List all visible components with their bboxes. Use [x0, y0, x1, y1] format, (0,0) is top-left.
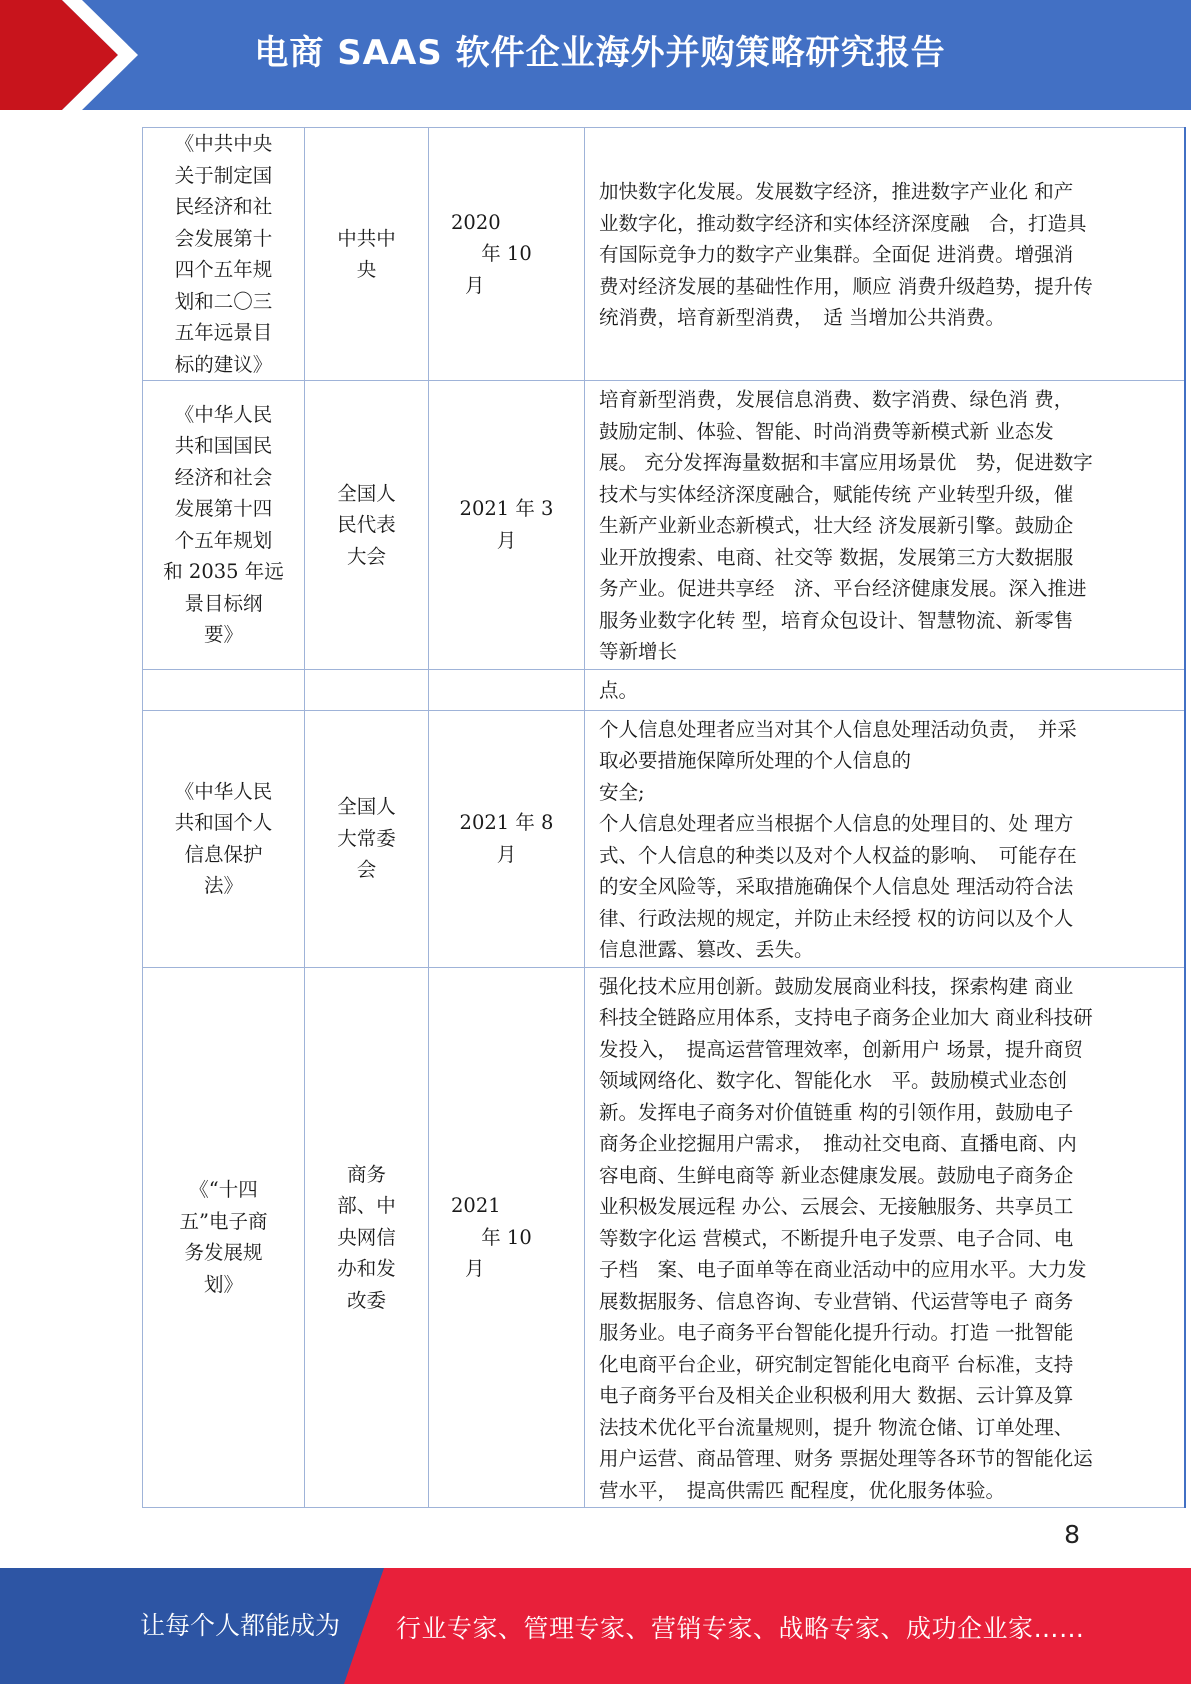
content-line: 费对经济发展的基础性作用，顺应 消费升级趋势，提升传 [599, 274, 1093, 298]
content-line: 个人信息处理者应当对其个人信息处理活动负责， 并采 [599, 717, 1077, 741]
document-name-cell [143, 669, 305, 710]
issuer-line: 央 [356, 258, 377, 281]
issuer-line: 央网信 [337, 1225, 396, 1249]
document-name-line: 景目标纲 [184, 591, 263, 615]
date-cell [429, 967, 585, 1508]
content-line: 个人信息处理者应当根据个人信息的处理目的、处 理方 [599, 812, 1074, 835]
date-line: 月 [465, 1257, 485, 1280]
issuer-line: 商务 [346, 1162, 386, 1186]
document-name-line: 个五年规划 [174, 528, 273, 552]
document-name-line: 《中华人民 [174, 779, 273, 803]
issuer-cell [305, 669, 429, 710]
content-line: 电子商务平台及相关企业积极利用大 数据、云计算及算 [599, 1384, 1074, 1407]
content-line: 取必要措施保障所处理的个人信息的 [599, 749, 912, 772]
date-line: 年 10 [481, 1225, 532, 1249]
content-line: 服务业数字化转 型，培育众包设计、智慧物流、新零售 [599, 608, 1074, 632]
document-name-line: 会发展第十 [174, 226, 273, 250]
table-row [143, 128, 1186, 381]
issuer-cell [305, 128, 429, 381]
content-line: 展数据服务、信息咨询、专业营销、代运营等电子 商务 [599, 1289, 1074, 1313]
content-line: 点。 [599, 678, 639, 702]
issuer-line: 改委 [346, 1288, 386, 1312]
document-name-line: 共和国个人 [174, 811, 273, 834]
footer-slogan-right: 行业专家、管理专家、营销专家、战略专家、成功企业家…… [396, 1614, 1085, 1643]
date-line: 月 [496, 528, 517, 552]
content-line: 化电商平台企业，研究制定智能化电商平 台标准，支持 [599, 1352, 1074, 1376]
policy-content-cell [585, 381, 1186, 670]
content-line: 务产业。促进共享经 济、平台经济健康发展。深入推进 [599, 577, 1087, 600]
content-line: 培育新型消费，发展信息消费、数字消费、绿色消 费， [599, 388, 1074, 411]
content-line: 安全; [599, 780, 645, 804]
policy-content-cell [585, 128, 1186, 381]
content-line: 律、行政法规的规定，并防止未经授 权的访问以及个人 [599, 906, 1074, 930]
content-line: 领域网络化、数字化、智能化水 平。鼓励模式业态创 [599, 1069, 1068, 1092]
issuer-cell [305, 967, 429, 1508]
date-line: 年 10 [481, 242, 532, 266]
content-line: 的安全风险等，采取措施确保个人信息处 理活动符合法 [599, 875, 1074, 898]
content-line: 子档 案、电子面单等在商业活动中的应用水平。大力发 [599, 1258, 1087, 1281]
content-line: 技术与实体经济深度融合，赋能传统 产业转型升级，催 [599, 482, 1074, 506]
date-line: 月 [496, 842, 517, 866]
table-row [143, 710, 1186, 967]
report-title: 电商 SAAS 软件企业海外并购策略研究报告 [254, 33, 946, 73]
footer-slogan-left: 让每个人都能成为 [140, 1611, 341, 1640]
content-line: 强化技术应用创新。鼓励发展商业科技，探索构建 商业 [599, 974, 1074, 998]
issuer-cell [305, 381, 429, 670]
content-line: 业积极发展远程 办公、云展会、无接触服务、共享员工 [599, 1195, 1074, 1218]
document-name-line: 五”电子商 [179, 1209, 268, 1233]
date-cell [429, 669, 585, 710]
content-line: 加快数字化发展。发展数字经济，推进数字产业化 和产 [599, 180, 1074, 204]
document-name-line: 关于制定国 [174, 163, 273, 187]
date-line: 2020 [451, 210, 501, 234]
date-line: 月 [465, 273, 485, 297]
content-line: 商务企业挖掘用户需求， 推动社交电商、直播电商、内 [599, 1132, 1077, 1155]
issuer-line: 民代表 [337, 513, 396, 536]
content-line: 法技术优化平台流量规则，提升 物流仓储、订单处理、 [599, 1415, 1074, 1439]
document-name-cell [143, 710, 305, 967]
table-row [143, 967, 1186, 1508]
document-name-line: 五年远景目 [174, 321, 273, 344]
document-name-line: 民经济和社 [174, 195, 273, 218]
document-name-line: 要》 [203, 623, 243, 647]
content-line: 统消费，培育新型消费， 适 当增加公共消费。 [599, 306, 1005, 330]
document-name-line: 划》 [203, 1272, 243, 1296]
issuer-cell [305, 710, 429, 967]
content-line: 业数字化，推动数字经济和实体经济深度融 合，打造具 [599, 211, 1087, 235]
issuer-line: 大常委 [337, 826, 396, 850]
issuer-line: 部、中 [337, 1194, 396, 1217]
date-line: 2021 [451, 1194, 501, 1217]
header-chevron-decoration [0, 0, 150, 110]
document-name-line: 《“十四 [189, 1178, 258, 1202]
document-name-line: 划和二〇三 [174, 289, 273, 313]
content-line: 业开放搜索、电商、社交等 数据，发展第三方大数据服 [599, 545, 1074, 569]
content-line: 等数字化运 营模式，不断提升电子发票、电子合同、电 [599, 1226, 1074, 1250]
table-row [143, 669, 1186, 710]
content-line: 信息泄露、篡改、丢失。 [599, 938, 814, 961]
report-header [0, 0, 1191, 110]
document-name-line: 《中华人民 [174, 402, 273, 426]
document-name-line: 发展第十四 [174, 497, 273, 521]
issuer-line: 会 [356, 858, 377, 882]
document-name-cell [143, 128, 305, 381]
date-cell [429, 128, 585, 381]
document-name-cell [143, 381, 305, 670]
date-cell [429, 381, 585, 670]
content-line: 等新增长 [599, 640, 678, 663]
content-line: 生新产业新业态新模式，壮大经 济发展新引擎。鼓励企 [599, 514, 1074, 537]
document-name-line: 标的建议》 [174, 352, 273, 376]
document-name-line: 四个五年规 [174, 258, 273, 281]
document-name-line: 共和国国民 [174, 434, 273, 458]
issuer-line: 办和发 [337, 1257, 396, 1280]
issuer-line: 全国人 [337, 481, 396, 505]
date-cell [429, 710, 585, 967]
document-name-line: 经济和社会 [174, 465, 273, 489]
document-name-line: 务发展规 [184, 1241, 263, 1265]
content-line: 容电商、生鲜电商等 新业态健康发展。鼓励电子商务企 [599, 1163, 1074, 1187]
policy-content-cell [585, 669, 1186, 710]
content-line: 营水平， 提高供需匹 配程度，优化服务体验。 [599, 1478, 1005, 1502]
date-line: 2021 年 8 [459, 811, 554, 834]
table-row [143, 381, 1186, 670]
content-line: 用户运营、商品管理、财务 票据处理等各环节的智能化运 [599, 1447, 1093, 1470]
issuer-line: 全国人 [337, 795, 396, 819]
policy-content-cell [585, 710, 1186, 967]
document-name-line: 《中共中央 [174, 132, 273, 155]
document-name-cell [143, 967, 305, 1508]
content-line: 有国际竞争力的数字产业集群。全面促 进消费。增强消 [599, 243, 1074, 267]
content-line: 鼓励定制、体验、智能、时尚消费等新模式新 业态发 [599, 419, 1054, 443]
policy-table [142, 127, 1186, 1508]
content-line: 科技全链路应用体系，支持电子商务企业加大 商业科技研 [599, 1006, 1093, 1029]
document-name-line: 信息保护 [184, 842, 263, 866]
content-line: 新。发挥电子商务对价值链重 构的引领作用，鼓励电子 [599, 1100, 1074, 1124]
content-line: 发投入， 提高运营管理效率，创新用户 场景，提升商贸 [599, 1037, 1083, 1061]
date-line: 2021 年 3 [459, 497, 554, 521]
page-number: 8 [1064, 1520, 1080, 1549]
content-line: 服务业。电子商务平台智能化提升行动。打造 一批智能 [599, 1321, 1074, 1344]
document-name-line: 法》 [203, 874, 243, 897]
issuer-line: 中共中 [337, 226, 396, 250]
document-name-line: 和 2035 年远 [163, 560, 284, 584]
content-line: 式、个人信息的种类以及对个人权益的影响、 可能存在 [599, 843, 1077, 867]
issuer-line: 大会 [346, 544, 386, 568]
policy-content-cell [585, 967, 1186, 1508]
content-line: 展。 充分发挥海量数据和丰富应用场景优 势，促进数字 [599, 451, 1093, 474]
